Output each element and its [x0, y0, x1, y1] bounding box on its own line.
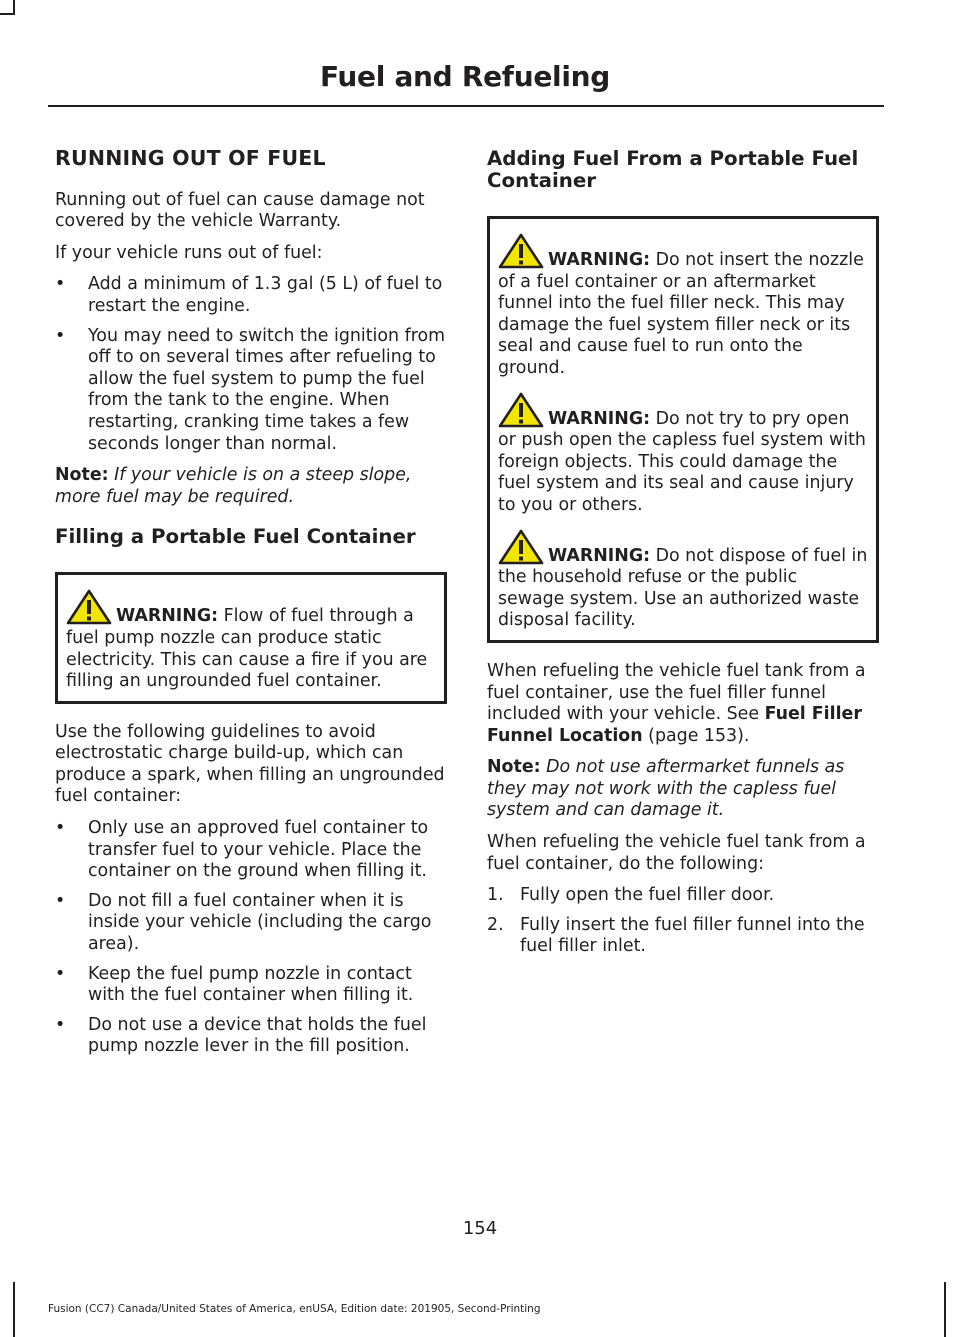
warning	[498, 233, 868, 380]
steps-list	[487, 885, 879, 958]
warning-triangle-icon	[498, 529, 544, 565]
steps-intro-paragraph: When refueling the vehicle fuel tank from a fuel container, do the following:	[487, 832, 866, 874]
warning-label: WARNING:	[548, 545, 651, 566]
list-item: • Keep the fuel pump nozzle in contact with the fuel container when filling it.	[55, 963, 414, 1006]
guidelines-paragraph: Use the following guidelines to avoid electrostatic charge build-up, which can produce a spark, when filling an ungrounded fuel container:	[55, 721, 445, 807]
left-column	[55, 140, 447, 1068]
bullet: •	[55, 818, 66, 839]
bullet: •	[55, 963, 66, 984]
warning	[498, 529, 868, 632]
warning-triangle-icon	[66, 589, 112, 625]
list-item: • Only use an approved fuel container to transfer fuel to your vehicle. Place the container on the ground when filling it.	[55, 818, 429, 882]
crop-mark	[0, 13, 15, 15]
note	[55, 465, 447, 508]
note	[487, 757, 879, 822]
list-item: 2. Fully insert the fuel filler funnel into the fuel filler inlet.	[487, 914, 865, 957]
warning	[66, 589, 436, 692]
note-label: Note:	[487, 757, 541, 778]
warning-box	[55, 572, 447, 703]
page-number: 154	[462, 1218, 498, 1239]
restart-bullet-list	[55, 274, 447, 455]
warning	[498, 392, 868, 517]
guidelines-bullet-list	[55, 818, 447, 1058]
warning-label: WARNING:	[548, 408, 651, 429]
list-item: • Do not use a device that holds the fuel pump nozzle lever in the fill position.	[55, 1014, 427, 1057]
note-text: If your vehicle is on a steep slope, more fuel may be required.	[55, 465, 412, 507]
funnel-paragraph: When refueling the vehicle fuel tank from a fuel container, use the fuel filler funnel included with your vehicle. See Fuel Filler Funnel Location (page 153).	[487, 660, 866, 746]
list-item: 1. Fully open the fuel filler door.	[487, 885, 775, 906]
section-heading: RUNNING OUT OF FUEL	[55, 146, 326, 170]
warning-label: WARNING:	[116, 606, 219, 627]
warning-text: Flow of fuel through a fuel pump nozzle can produce static electricity. This can cause a fire if you are filling an ungrounded fuel container.	[66, 606, 428, 692]
bullet: •	[55, 274, 66, 295]
crop-mark	[944, 1282, 946, 1337]
crop-mark	[13, 0, 15, 14]
right-column	[487, 140, 879, 966]
bullet: •	[55, 890, 66, 911]
runs-out-paragraph: If your vehicle runs out of fuel:	[55, 242, 323, 263]
list-item: • You may need to switch the ignition from off to on several times after refueling to allow the fuel system to pump the fuel from the tank to the engine. When restarting, cranking time takes a few seconds longer than normal.	[55, 325, 446, 454]
warning-text: Do not try to pry open or push open the capless fuel system with foreign objects. This could damage the fuel system and its seal and cause injury to you or others.	[498, 408, 866, 515]
note-label: Note:	[55, 465, 109, 486]
cross-reference-link[interactable]: Fuel Filler Funnel Location	[487, 704, 862, 746]
warning-text: Do not dispose of fuel in the household refuse or the public sewage system. Use an authorized waste disposal facility.	[498, 545, 868, 631]
intro-paragraph: Running out of fuel can cause damage not covered by the vehicle Warranty.	[55, 189, 425, 232]
footer-edition-info: Fusion (CC7) Canada/United States of America, enUSA, Edition date: 201905, Second-Printing	[48, 1303, 541, 1315]
warning-text: Do not insert the nozzle of a fuel container or an aftermarket funnel into the fuel filler neck. This may damage the fuel system filler neck or its seal and cause fuel to run onto the ground.	[498, 250, 864, 378]
warning-label: WARNING:	[548, 250, 651, 270]
section-heading: Adding Fuel From a Portable Fuel Container	[487, 147, 859, 192]
page-header-title: Fuel and Refueling	[319, 60, 610, 93]
subsection-heading: Filling a Portable Fuel Container	[55, 525, 416, 549]
note-text: Do not use aftermarket funnels as they may not work with the capless fuel system and can damage it.	[487, 757, 845, 821]
warning-triangle-icon	[498, 233, 544, 269]
bullet: •	[55, 1014, 66, 1035]
list-item: • Add a minimum of 1.3 gal (5 L) of fuel to restart the engine.	[55, 274, 443, 316]
crop-mark	[13, 1282, 15, 1337]
bullet: •	[55, 325, 66, 346]
step-number: 2.	[487, 914, 504, 935]
warning-box	[487, 216, 879, 643]
warning-triangle-icon	[498, 392, 544, 428]
step-number: 1.	[487, 885, 504, 906]
list-item: • Do not fill a fuel container when it is inside your vehicle (including the cargo area).	[55, 890, 432, 955]
header-divider	[48, 105, 884, 107]
